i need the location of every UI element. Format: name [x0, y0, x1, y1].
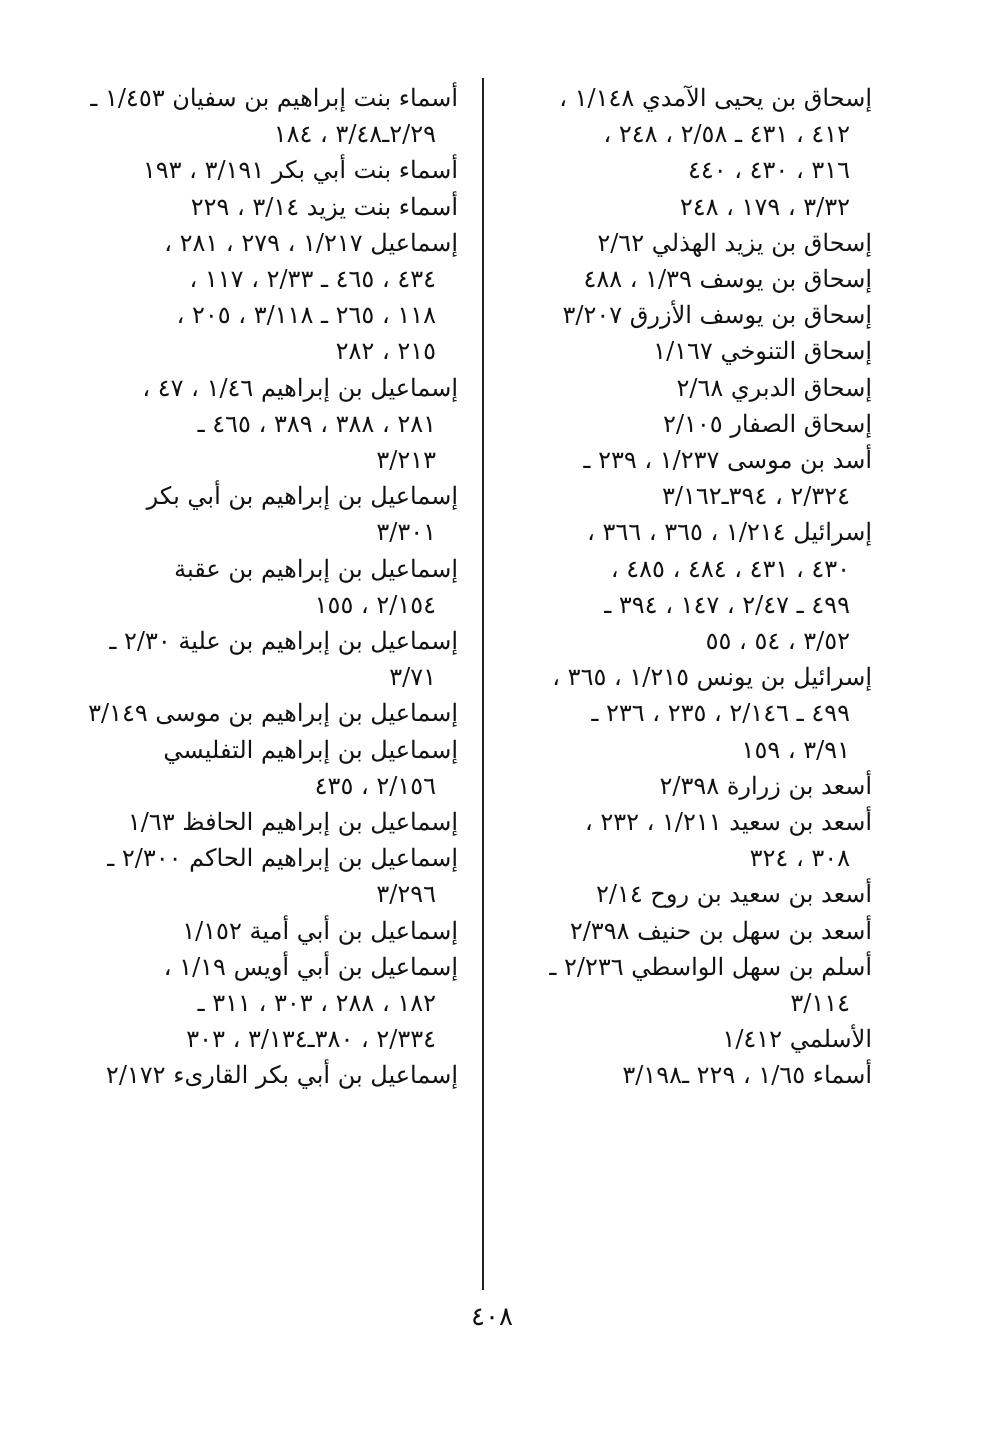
- index-entry: إسحاق الدبري ٢/٦٨: [676, 373, 872, 402]
- index-entry: إسماعيل ١/٢١٧ ، ٢٧٩ ، ٢٨١ ،: [164, 228, 458, 257]
- index-column-left: [73, 80, 458, 1094]
- index-column-right: [487, 80, 872, 1094]
- index-entry: إسماعيل بن إبراهيم ١/٤٦ ، ٤٧ ،: [142, 373, 458, 402]
- index-entry-continuation: ١١٨ ، ٢٦٥ ـ ٣/١١٨ ، ٢٠٥ ،: [176, 301, 436, 330]
- index-entry-continuation: ٢/٢٩ـ٣/٤٨ ، ١٨٤: [273, 120, 436, 149]
- index-entry-continuation: ٢/١٥٤ ، ١٥٥: [314, 590, 436, 619]
- index-entry: إسحاق بن يزيد الهذلي ٢/٦٢: [597, 228, 872, 257]
- index-entry: أسماء بنت يزيد ٣/١٤ ، ٢٢٩: [190, 192, 458, 221]
- index-entry-continuation: ٣/٣٢ ، ١٧٩ ، ٢٤٨: [679, 192, 850, 221]
- index-entry: أسعد بن سعيد بن روح ٢/١٤: [596, 880, 872, 909]
- index-entry: إسماعيل بن إبراهيم التفليسي: [163, 735, 458, 764]
- index-entry: إسماعيل بن إبراهيم الحاكم ٢/٣٠٠ ـ: [107, 844, 458, 873]
- index-entry: أسماء ١/٦٥ ، ٢٢٩ ـ٣/١٩٨: [622, 1061, 872, 1090]
- index-entry: إسحاق الصفار ٢/١٠٥: [663, 409, 872, 438]
- index-entry-continuation: ٢/٣٣٤ ، ٣٨٠ـ٣/١٣٤ ، ٣٠٣: [186, 1025, 436, 1054]
- index-entry-continuation: ٤٩٩ ـ ٢/٤٧ ، ١٤٧ ، ٣٩٤ ـ: [604, 590, 850, 619]
- index-entry-continuation: ٤٣٠ ، ٤٣١ ، ٤٨٤ ، ٤٨٥ ،: [610, 554, 850, 583]
- index-entry: أسعد بن سهل بن حنيف ٢/٣٩٨: [569, 916, 872, 945]
- index-entry-continuation: ٣/٢٩٦: [376, 880, 436, 909]
- index-entry-continuation: ٢/٣٢٤ ، ٣٩٤ـ٣/١٦٢: [661, 482, 850, 511]
- index-entry: إسماعيل بن أبي بكر القارىء ٢/١٧٢: [105, 1061, 458, 1090]
- index-entry-continuation: ٣/٧١: [389, 663, 436, 692]
- index-entry-continuation: ٣/٢١٣: [376, 446, 436, 475]
- index-entry: إسحاق بن يوسف ١/٣٩ ، ٤٨٨: [583, 265, 872, 294]
- index-entry: إسحاق بن يحيى الآمدي ١/١٤٨ ،: [559, 84, 872, 112]
- index-entry: أسلم بن سهل الواسطي ٢/٢٣٦ ـ: [549, 952, 872, 981]
- index-entry: أسد بن موسى ١/٢٣٧ ، ٢٣٩ ـ: [583, 446, 872, 475]
- index-entry: إسحاق بن يوسف الأزرق ٣/٢٠٧: [562, 301, 872, 330]
- index-entry: أسعد بن زرارة ٢/٣٩٨: [659, 771, 872, 800]
- index-entry: إسحاق التنوخي ١/١٦٧: [653, 337, 872, 366]
- index-entry: إسرائيل بن يونس ١/٢١٥ ، ٣٦٥ ،: [552, 663, 872, 692]
- index-entry: إسرائيل ١/٢١٤ ، ٣٦٥ ، ٣٦٦ ،: [587, 518, 872, 547]
- page-number: ٤٠٨: [471, 1302, 513, 1332]
- index-entry-continuation: ٢١٥ ، ٢٨٢: [335, 337, 436, 366]
- index-entry-continuation: ٣/١١٤: [790, 989, 850, 1018]
- index-entry-continuation: ٣/٥٢ ، ٥٤ ، ٥٥: [705, 627, 850, 656]
- index-entry: أسعد بن سعيد ١/٢١١ ، ٢٣٢ ،: [584, 808, 872, 837]
- index-entry-continuation: ٤٩٩ ـ ٢/١٤٦ ، ٢٣٥ ، ٢٣٦ ـ: [591, 699, 850, 728]
- index-entry: الأسلمي ١/٤١٢: [722, 1025, 872, 1054]
- index-entry: أسماء بنت إبراهيم بن سفيان ١/٤٥٣ ـ: [90, 84, 458, 112]
- index-entry: إسماعيل بن إبراهيم بن موسى ٣/١٤٩: [88, 699, 458, 728]
- index-entry-continuation: ٢/١٥٦ ، ٤٣٥: [314, 771, 436, 800]
- index-entry-continuation: ١٨٢ ، ٢٨٨ ، ٣٠٣ ، ٣١١ ـ: [197, 989, 436, 1018]
- index-entry: إسماعيل بن أبي أمية ١/١٥٢: [182, 916, 458, 945]
- index-entry-continuation: ٣٠٨ ، ٣٢٤: [749, 844, 850, 873]
- index-entry-continuation: ٣/٩١ ، ١٥٩: [741, 735, 850, 764]
- index-entry-continuation: ٣١٦ ، ٤٣٠ ، ٤٤٠: [687, 156, 850, 185]
- index-entry: إسماعيل بن إبراهيم بن عقبة: [174, 554, 458, 583]
- index-entry: إسماعيل بن أبي أويس ١/١٩ ،: [163, 952, 458, 981]
- index-entry: إسماعيل بن إبراهيم بن أبي بكر: [146, 482, 458, 511]
- index-entry-continuation: ٢٨١ ، ٣٨٨ ، ٣٨٩ ، ٤٦٥ ـ: [197, 409, 436, 438]
- index-entry: إسماعيل بن إبراهيم بن علية ٢/٣٠ ـ: [109, 627, 458, 656]
- index-entry-continuation: ٤٣٤ ، ٤٦٥ ـ ٢/٣٣ ، ١١٧ ،: [189, 265, 436, 294]
- index-entry: إسماعيل بن إبراهيم الحافظ ١/٦٣: [127, 808, 458, 837]
- index-entry-continuation: ٣/٣٠١: [376, 518, 436, 547]
- column-divider: [482, 78, 484, 1290]
- index-entry: أسماء بنت أبي بكر ٣/١٩١ ، ١٩٣: [142, 156, 458, 185]
- index-entry-continuation: ٤١٢ ، ٤٣١ ـ ٢/٥٨ ، ٢٤٨ ،: [603, 120, 850, 149]
